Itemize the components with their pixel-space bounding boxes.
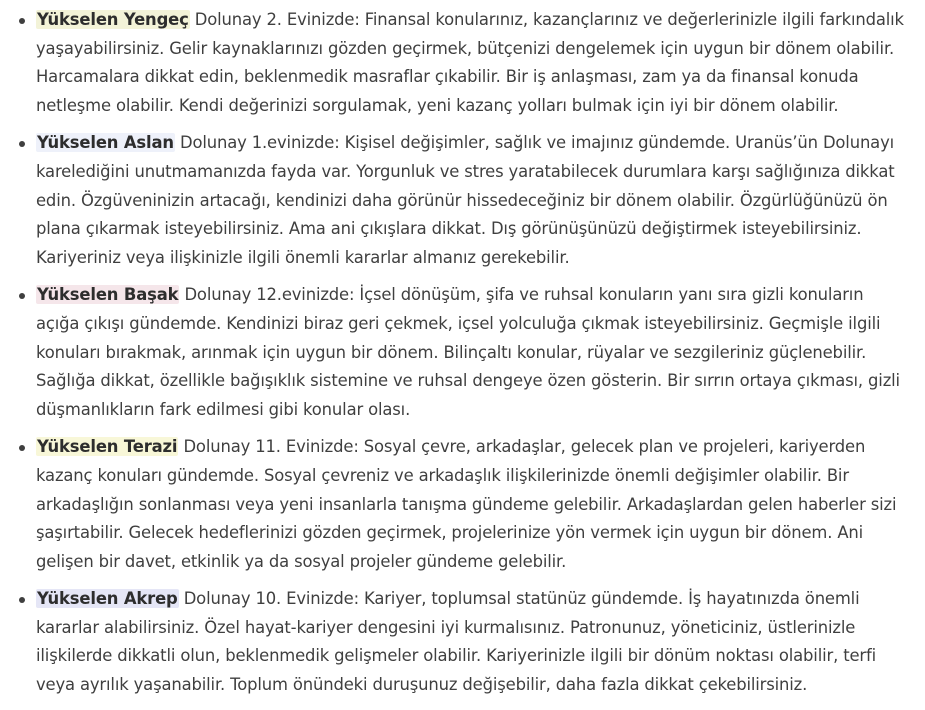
list-item xyxy=(10,281,909,424)
list-item xyxy=(10,129,909,272)
bullet-dot xyxy=(19,445,25,451)
sign-name: Yükselen Akrep xyxy=(37,589,178,609)
sign-name: Yükselen Terazi xyxy=(37,437,178,457)
sign-name: Yükselen Aslan xyxy=(37,133,174,153)
list-item xyxy=(10,6,909,120)
sign-description: Dolunay 10. Evinizde: Kariyer, toplumsal statünüz gündemde. İş hayatınızda önemli kararlar alabilirsiniz. Özel hayat-kariyer dengesini iyi kurmalısınız. Patronunuz, yöneticiniz, üstlerinizle ilişkilerde dikkatli olun, beklenmedik gelişmeler olabilir. Kariyerinizle ilgili bir dönüm noktası olabilir, terfi veya ayrılık yaşanabilir. Toplum önündeki duruşunuz değişebilir, daha fazla dikkat çekebilirsiniz. xyxy=(36,589,877,695)
sign-description: Dolunay 11. Evinizde: Sosyal çevre, arkadaşlar, gelecek plan ve projeleri, kariyerden kazanç konuları gündemde. Sosyal çevreniz ve arkadaşlık ilişkilerinizde önemli değişimler olabilir. Bir arkadaşlığın sonlanması veya yeni insanlarla tanışma gündeme gelebilir. Arkadaşlardan gelen haberler sizi şaşırtabilir. Gelecek hedeflerinizi gözden geçirmek, projelerinize yön vermek için uygun bir dönem. Ani gelişen bir davet, etkinlik ya da sosyal projeler gündeme gelebilir. xyxy=(36,437,897,571)
list-item xyxy=(10,433,909,576)
zodiac-list xyxy=(10,6,909,700)
sign-description: Dolunay 1.evinizde: Kişisel değişimler, sağlık ve imajınız gündemde. Uranüs’ün Dolunayı karelediğini unutmamanızda fayda var. Yorgunluk ve stres yaratabilecek durumlara karşı sağlığınıza dikkat edin. Özgüveninizin artacağı, kendinizi daha görünür hissedeceğiniz bir dönem olabilir. Özgürlüğünüzü ön plana çıkarmak isteyebilirsiniz. Ama ani çıkışlara dikkat. Dış görünüşünüzü değiştirmek isteyebilirsiniz. Kariyeriniz veya ilişkinizle ilgili önemli kararlar almanız gerekebilir. xyxy=(36,133,895,267)
sign-name: Yükselen Yengeç xyxy=(37,10,189,29)
bullet-dot xyxy=(19,597,25,603)
sign-description: Dolunay 2. Evinizde: Finansal konularınız, kazançlarınız ve değerlerinizle ilgili farkındalık yaşayabilirsiniz. Gelir kaynaklarınızı gözden geçirmek, bütçenizi dengelemek için uygun bir dönem olabilir. Harcamalara dikkat edin, beklenmedik masraflar çıkabilir. Bir iş anlaşması, zam ya da finansal konuda netleşme olabilir. Kendi değerinizi sorgulamak, yeni kazanç yolları bulmak için iyi bir dönem olabilir. xyxy=(36,10,904,115)
bullet-dot xyxy=(19,293,25,299)
sign-name: Yükselen Başak xyxy=(37,285,179,305)
sign-description: Dolunay 12.evinizde: İçsel dönüşüm, şifa ve ruhsal konuların yanı sıra gizli konuların açığa çıkışı gündemde. Kendinizi biraz geri çekmek, içsel yolculuğa çıkmak isteyebilirsiniz. Geçmişle ilgili konuları bırakmak, arınmak için uygun bir dönem. Bilinçaltı konular, rüyalar ve sezgileriniz güçlenebilir. Sağlığa dikkat, özellikle bağışıklık sistemine ve ruhsal dengeye özen gösterin. Bir sırrın ortaya çıkması, gizli düşmanlıkların fark edilmesi gibi konular olası. xyxy=(36,285,900,419)
bullet-dot xyxy=(19,141,25,147)
list-item xyxy=(10,585,909,699)
bullet-dot xyxy=(19,18,25,24)
